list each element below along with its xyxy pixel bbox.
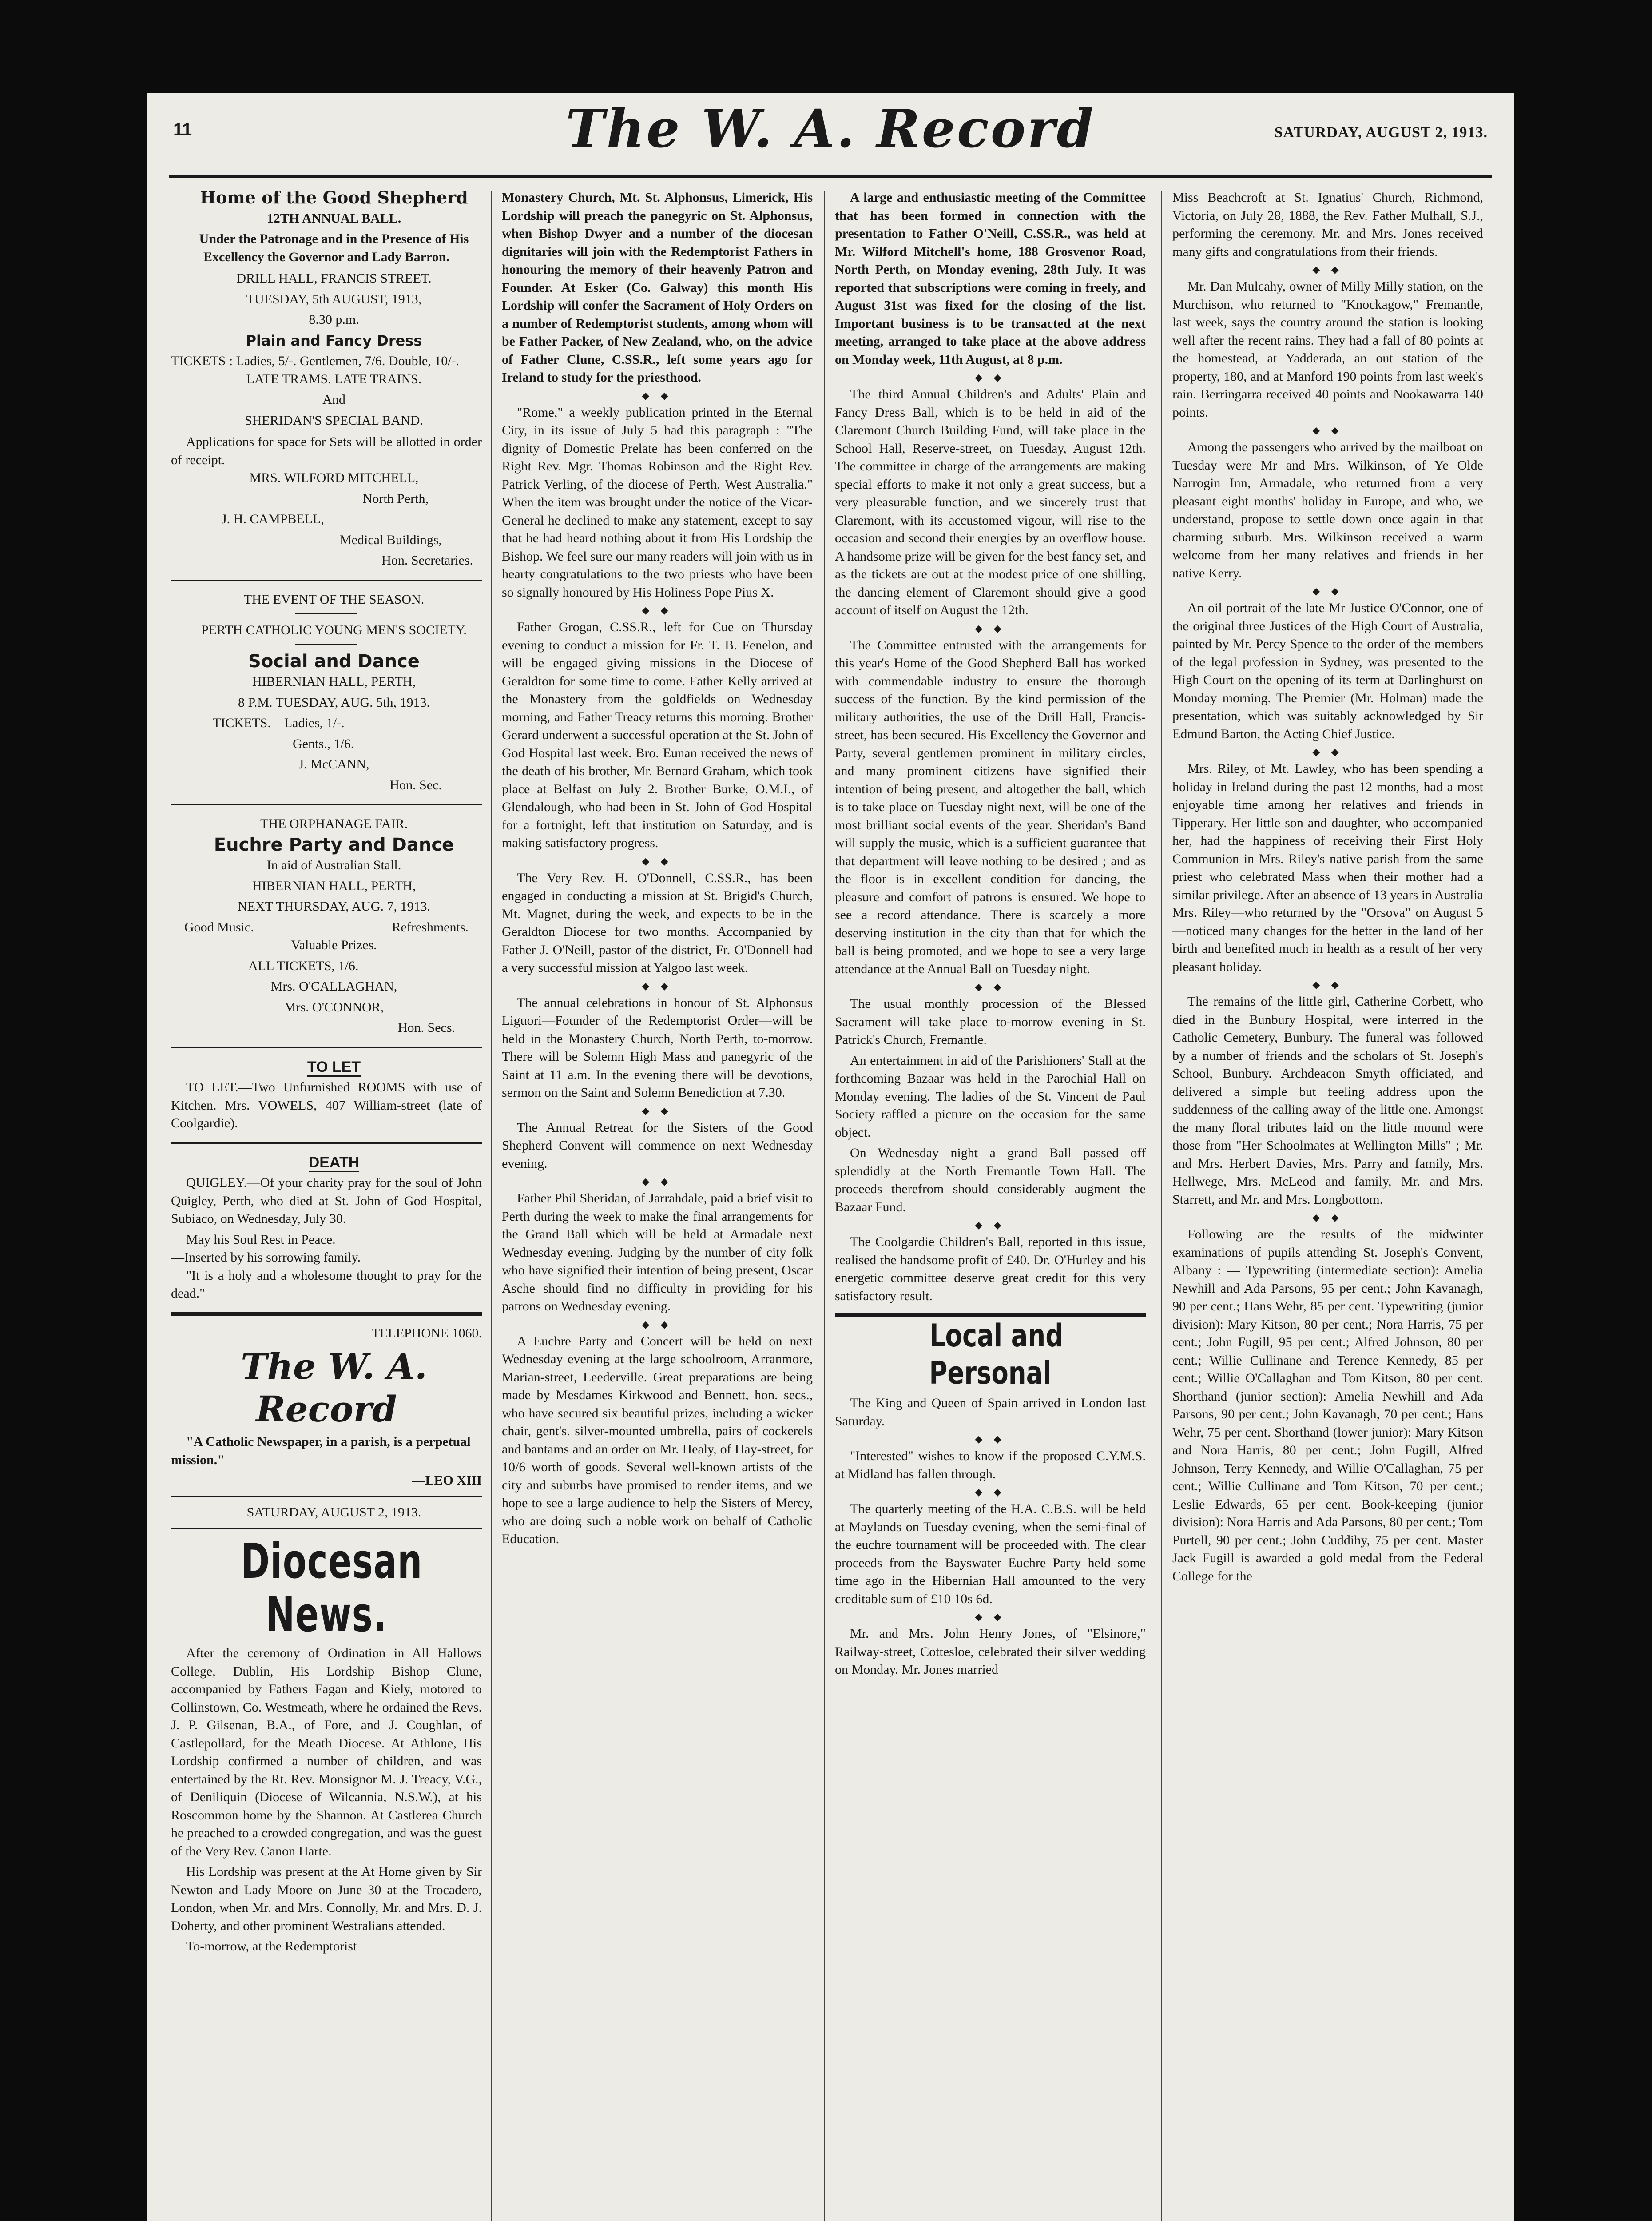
separator-ornament: [835, 1433, 1146, 1445]
separator-ornament: [835, 1611, 1146, 1623]
article-paragraph: "Rome," a weekly publication printed in the Eternal City, in its issue of July 5 had this paragraph : "The dignity of Domestic Prelate has been conferred on the Right Rev. Mgr. Thomas Robinson and the Right Rev. Patrick Verling, of the diocese of Perth, West Australia." When the item was brought under the notice of the Vicar-General he declined to make any statement, except to say that he had heard nothing about it from His Lordship the Bishop. We feel sure our many readers will join with us in hearty congratulations to the two priests who have been so signally honoured by His Holiness Pope Pius X.: [502, 405, 813, 600]
column-3: [835, 189, 1146, 2221]
article-paragraph: The usual monthly procession of the Blessed Sacrament will take place to-morrow evening in St. Patrick's Church, Fremantle.: [835, 996, 1146, 1047]
death-heading-text: DEATH: [309, 1154, 360, 1172]
article-paragraph: The Committee entrusted with the arrangements for this year's Home of the Good Shepherd Ball has worked with commendable industry to ensure the thorough success of the function. By the kind permission of the military authorities, the use of the Drill Hall, Francis-street, has been secured. His Excellency the Governor and Party, several gentlemen prominent in military circles, and many prominent citizens have signified their intention of being present, and altogether the ball, which is to take place on Tuesday night next, will be one of the most brilliant social events of the year. Sheridan's Band will supply the music, which is a sufficient guarantee that that department will leave nothing to be desired ; and as the floor is in excellent condition for dancing, the pleasure and comfort of patrons is ensured. We hope to see a record attendance. There is scarcely a more deserving institution in the city than that for which the ball is being promoted, and we hope to see a very large attendance at the Annual Ball on Tuesday night.: [835, 637, 1146, 976]
separator-ornament: [502, 1318, 813, 1331]
ad-and: And: [322, 392, 345, 407]
death-rest: May his Soul Rest in Peace.: [186, 1232, 336, 1247]
article-paragraph: The quarterly meeting of the H.A. C.B.S. will be held at Maylands on Tuesday evening, when the semi-final of the euchre tournament will be proceeded with. The clear proceeds from the Bayswater Euchre Party held some time ago in the Hibernian Hall amounted to the very creditable sum of £10 10s 6d.: [835, 1501, 1146, 1606]
article-paragraph: The King and Queen of Spain arrived in London last Saturday.: [835, 1396, 1146, 1429]
separator-ornament: [835, 622, 1146, 635]
page-number: 11: [173, 120, 192, 139]
article-paragraph: Mr. and Mrs. John Henry Jones, of "Elsinore," Railway-street, Cottesloe, celebrated their silver wedding on Monday. Mr. Jones married: [835, 1626, 1146, 1677]
masthead-title: The W. A. Record: [565, 98, 1096, 159]
ad-venue: HIBERNIAN HALL, PERTH,: [252, 878, 416, 893]
death-notice: QUIGLEY.—Of your charity pray for the soul of John Quigley, Perth, who died at St. John of God Hospital, Subiaco, on Wednesday, July 30.: [171, 1175, 482, 1226]
ad-signature-title: Hon. Sec.: [389, 777, 442, 792]
rule: [171, 1047, 482, 1048]
ad-music: Good Music.: [184, 919, 254, 935]
ad-tickets-gents: Gents., 1/6.: [293, 736, 354, 751]
ad-signature: Mrs. O'CALLAGHAN,: [270, 979, 397, 994]
separator-ornament: [1172, 746, 1483, 758]
column-2: [502, 189, 813, 2221]
ad-event: THE EVENT OF THE SEASON.: [243, 592, 425, 607]
separator-ornament: [835, 1219, 1146, 1231]
article-paragraph: An oil portrait of the late Mr Justice O'Connor, one of the original three Justices of the High Court of Australia, painted by Mr. Percy Spence to the order of the members of the legal profession in Sydney, was presented to the High Court on the opening of its term at Darlinghurst on Monday morning. The Premier (Mr. Holman) made the presentation, which was suitably acknowledged by Sir Edmund Barton, the Acting Chief Justice.: [1172, 601, 1483, 741]
ad-band: SHERIDAN'S SPECIAL BAND.: [245, 413, 423, 428]
ad-time: 8.30 p.m.: [309, 312, 359, 327]
ad-signature-place: Medical Buildings,: [340, 532, 442, 547]
article-paragraph: An entertainment in aid of the Parishioners' Stall at the forthcoming Bazaar was held in the Parochial Hall on Monday evening. The ladies of the St. Vincent de Paul Society raffled a picture on the occasion for the same object.: [835, 1053, 1146, 1140]
to-let-heading-text: TO LET: [307, 1059, 361, 1077]
ad-title: Social and Dance: [248, 651, 420, 672]
ad-dress: Plain and Fancy Dress: [246, 332, 422, 349]
separator-ornament: [835, 981, 1146, 993]
separator-ornament: [502, 390, 813, 402]
separator-ornament: [1172, 979, 1483, 991]
article-paragraph: The remains of the little girl, Catherine Corbett, who died in the Bunbury Hospital, were interred in the Catholic Cemetery, Bunbury. The funeral was followed by a number of friends and the scholars of St. Joseph's School, Bunbury. Archdeacon Smyth officiated, and delivered a simple but feeling address upon the suddenness of the calling away of the little one. Amongst the many floral tributes laid on the little mound were those from "Her Schoolmates at Wellington Mills" ; Mr. and Mrs. Herbert Davies, Mrs. Parry and family, Mrs. Hellwege, Mrs. McLeod and family, Mr. and Mrs. Starrett, and Mr. and Mrs. Longbottom.: [1172, 994, 1483, 1207]
article-paragraph: Father Phil Sheridan, of Jarrahdale, paid a brief visit to Perth during the week to make the final arrangements for the Grand Ball which will be held at Armadale next Wednesday evening. Judging by the number of city folk who have signified their intention of being present, Oscar Asche should find no difficulty in providing for his patrons on Wednesday evening.: [502, 1191, 813, 1313]
ad-orphanage-fair: [171, 815, 482, 1037]
ad-social-dance: [171, 591, 482, 795]
separator-ornament: [1172, 424, 1483, 437]
article-paragraph: After the ceremony of Ordination in All Hallows College, Dublin, His Lordship Bishop Clune, accompanied by Fathers Fagan and Kiely, motored to Collinstown, Co. Westmeath, where he ordained the Revs. J. P. Gilsenan, B.A., of Fore, and J. Coughlan, of Castlepollard, for the Meath Diocese. At Athlone, His Lordship confirmed a number of children, and was entertained by the Rt. Rev. Monsignor M. J. Treacy, V.G., of Deniliquin (Diocese of Wilcannia, N.S.W.), at his Roscommon home by the Shannon. At Castlerea Church he preached to a crowded congregation, and was the guest of the Very Rev. Canon Harte.: [171, 1646, 482, 1859]
separator-ornament: [502, 604, 813, 617]
rule: [295, 644, 357, 645]
ad-signature: J. McCANN,: [298, 757, 369, 772]
ad-venue: DRILL HALL, FRANCIS STREET.: [236, 271, 432, 286]
section-heading-diocesan-news: Diocesan News.: [241, 1534, 423, 1643]
ad-applications: Applications for space for Sets will be allotted in order of receipt.: [171, 434, 482, 467]
separator-ornament: [835, 371, 1146, 384]
ad-signature-title: Hon. Secs.: [397, 1020, 455, 1035]
article-paragraph: His Lordship was present at the At Home given by Sir Newton and Lady Moore on June 30 at the Trocadero, London, when Mr. and Mrs. Connolly, Mr. and Mrs. D. J. Doherty, and other prominent Westralians attended.: [171, 1864, 482, 1933]
separator-ornament: [502, 1105, 813, 1117]
separator-ornament: [502, 1175, 813, 1188]
separator-ornament: [502, 855, 813, 868]
ad-venue: HIBERNIAN HALL, PERTH,: [252, 674, 416, 689]
ad-title: Euchre Party and Dance: [214, 834, 454, 855]
column-1: [171, 189, 482, 2221]
ad-fair: THE ORPHANAGE FAIR.: [260, 816, 408, 831]
rule: [171, 1528, 482, 1529]
rule: [295, 613, 357, 614]
ad-society: PERTH CATHOLIC YOUNG MEN'S SOCIETY.: [201, 623, 467, 637]
article-paragraph: The Annual Retreat for the Sisters of the Good Shepherd Convent will commence on next Wednesday evening.: [502, 1120, 813, 1171]
column-divider: [824, 191, 825, 2221]
article-paragraph: On Wednesday night a grand Ball passed off splendidly at the North Fremantle Town Hall. The proceeds therefrom should considerably augment the Bazaar Fund.: [835, 1146, 1146, 1214]
article-paragraph: Monastery Church, Mt. St. Alphonsus, Limerick, His Lordship will preach the panegyric on St. Alphonsus, when Bishop Dwyer and a number of the diocesan dignitaries will join with the Redemptorist Fathers in honouring the memory of their heavenly Patron and Founder. At Esker (Co. Galway) this month His Lordship will confer the Sacrament of Holy Orders on a number of Redemptorist students, among whom will be Father Packer, of New Zealand, who, on the advice of Father Clune, C.SS.R., left some years ago for Ireland to study for the priesthood.: [502, 190, 813, 385]
ad-signature: Mrs. O'CONNOR,: [284, 999, 384, 1015]
ad-signature: J. H. CAMPBELL,: [222, 512, 324, 526]
article-paragraph: "Interested" wishes to know if the proposed C.Y.M.S. at Midland has fallen through.: [835, 1449, 1146, 1481]
ad-trams: LATE TRAMS. LATE TRAINS.: [246, 371, 422, 386]
article-paragraph: Mr. Dan Mulcahy, owner of Milly Milly station, on the Murchison, who returned to "Knockagow," Fremantle, last week, says the country around the station is looking well after the recent rains. They had a fall of 80 points at the homestead, at Yadderada, an out station of the property, 180, and at Manford 190 points from last week's rain. Berringarra received 40 points and Nookawarra 140 points.: [1172, 279, 1483, 420]
death-quote: "It is a holy and a wholesome thought to pray for the dead.": [171, 1268, 482, 1301]
article-paragraph: Miss Beachcroft at St. Ignatius' Church, Richmond, Victoria, on July 28, 1888, the Rev. Father Mulhall, S.J., performing the ceremony. Mr. and Mrs. Jones received many gifts and congratulations from their friends.: [1172, 190, 1483, 259]
ad-signature-place: North Perth,: [362, 491, 429, 506]
column-divider: [1161, 191, 1162, 2221]
masthead: [147, 93, 1514, 178]
article-paragraph: Among the passengers who arrived by the mailboat on Tuesday were Mr and Mrs. Wilkinson, of Ye Olde Narrogin Inn, Armadale, who returned from a very pleasant eight months' holiday in Europe, and who, we understand, propose to settle down once again in that charming suburb. Mrs. Wilkinson received a warm welcome from her many relatives and friends in her native Kerry.: [1172, 440, 1483, 581]
rule: [171, 1142, 482, 1144]
ad-title: Home of the Good Shepherd: [200, 189, 468, 207]
article-paragraph: Following are the results of the midwinter examinations of pupils attending St. Joseph's Convent, Albany : — Typewriting (intermediate section): Amelia Newhill and Ada Parsons, 95 per cent.; John Kavanagh, 90 per cent.; Hans Wehr, 85 per cent. Typewriting (junior division): Mary Kitson, 80 per cent.; Nora Harris, 75 per cent.; John Fugill, 95 per cent.; Alfred Johnson, 80 per cent.; Willie Cullinane and Terence Kennedy, 85 per cent.; Willie O'Callaghan and Tom Kitson, 80 per cent. Shorthand (junior section): Amelia Newhill and Ada Parsons, 90 per cent.; John Kavanagh, 70 per cent.; Hans Wehr, 75 per cent. Shorthand (lower junior): Mary Kitson and Nora Harris, 80 per cent.; John Fugill, Alfred Johnson, Terry Kennedy, and Willie O'Callaghan, 75 per cent.; Willie Cullinane and Tom Kitson, 70 per cent.; Leslie Edwards, 65 per cent. Book-keeping (junior division): Nora Harris and Ada Parsons, 80 per cent.; Tom Purtell, 90 per cent.; John Cuddihy, 75 per cent. Master Jack Fugill is awarded a gold medal from the Federal College for the: [1172, 1227, 1483, 1584]
article-paragraph: The annual celebrations in honour of St. Alphonsus Liguori—Founder of the Redemptorist Order—will be held in the Monastery Church, North Perth, to-morrow. There will be Solemn High Mass and panegyric of the Saint at 11 a.m. In the evening there will be devotions, sermon on the Saint and Solemn Benediction at 7.30.: [502, 995, 813, 1100]
section-heading-local-personal: Local and Personal: [929, 1317, 1064, 1391]
rule: [171, 1312, 482, 1316]
ad-good-shepherd-ball: [171, 189, 482, 570]
mini-masthead: The W. A. Record: [241, 1345, 427, 1430]
rule: [171, 804, 482, 805]
column-4: [1172, 189, 1483, 2221]
ad-signature-title: Hon. Secretaries.: [381, 553, 473, 568]
separator-ornament: [502, 980, 813, 992]
ad-aid: In aid of Australian Stall.: [266, 858, 401, 872]
article-paragraph: The third Annual Children's and Adults' Plain and Fancy Dress Ball, which is to be held in aid of the Claremont Church Building Fund, will take place in the School Hall, Reserve-street, on Tuesday, August 12th. The committee in charge of the arrangements are making special efforts to make it not only a great success, but a very pleasurable function, and we sincerely trust that Claremont, with its accustomed vigour, will rise to the occasion and second their energies by an overflow house. A handsome prize will be given for the best fancy set, and as the tickets are out at the modest price of one shilling, the dancing element of Claremont should give a good account of itself on August the 12th.: [835, 387, 1146, 617]
issue-date: SATURDAY, AUGUST 2, 1913.: [246, 1505, 421, 1520]
ad-signature: MRS. WILFORD MITCHELL,: [249, 470, 419, 485]
ad-subtitle: 12TH ANNUAL BALL.: [266, 211, 401, 226]
ad-refreshments: Refreshments.: [392, 919, 469, 935]
ad-date: 8 P.M. TUESDAY, AUG. 5th, 1913.: [238, 695, 430, 710]
motto: "A Catholic Newspaper, in a parish, is a perpetual mission.": [171, 1434, 471, 1467]
masthead-date: SATURDAY, AUGUST 2, 1913.: [1274, 124, 1488, 141]
motto-attribution: —LEO XIII: [412, 1473, 482, 1488]
separator-ornament: [835, 1486, 1146, 1498]
rule: [835, 1313, 1146, 1317]
column-divider: [491, 191, 492, 2221]
ad-patronage: Under the Patronage and in the Presence of His Excellency the Governor and Lady Barron.: [199, 231, 469, 264]
article-paragraph: Mrs. Riley, of Mt. Lawley, who has been spending a holiday in Ireland during the past 12 months, had a most enjoyable time among her relatives and friends in Tipperary. Her little son and daughter, who accompanied her, had the happiness of receiving their First Holy Communion in Mrs. Riley's native parish from the same priest who celebrated Mass when their mother had a similar privilege. After an absence of 13 years in Australia Mrs. Riley—who returned by the "Orsova" on August 5—noticed many changes for the better in the land of her birth and benefited much in health as a result of her very pleasant holiday.: [1172, 761, 1483, 974]
separator-ornament: [1172, 263, 1483, 276]
ad-tickets: TICKETS : Ladies, 5/-. Gentlemen, 7/6. Double, 10/-.: [171, 354, 460, 368]
article-paragraph: A large and enthusiastic meeting of the Committee that has been formed in connection with the presentation to Father O'Neill, C.SS.R., was held at Mr. Wilford Mitchell's home, 188 Grosvenor Road, North Perth, on Monday evening, 28th July. It was reported that subscriptions were coming in freely, and August 31st was fixed for the closing of the list. Important business is to be transacted at the next meeting, arranged to take place at the above address on Monday week, 11th August, at 8 p.m.: [835, 190, 1146, 367]
death-heading: [171, 1154, 482, 1172]
telephone: TELEPHONE 1060.: [371, 1325, 482, 1341]
rule: [171, 580, 482, 581]
article-paragraph: Father Grogan, C.SS.R., left for Cue on Thursday evening to conduct a mission for Fr. T. B. Fenelon, and will be engaged giving missions in the Diocese of Geraldton for some time to come. Father Kelly arrived at the Monastery from the goldfields on Wednesday morning, and Father Treacy returns this morning. Brother Gerard underwent a successful operation at the St. John of God Hospital last week. Bro. Eunan received the news of the death of his brother, Mr. Bernard Graham, which took place at Belfast on July 2. Brother Burke, O.M.I., of Glendalough, who had been in St. John of God Hospital for a fortnight, left that institution on Saturday, and is making satisfactory progress.: [502, 620, 813, 850]
separator-ornament: [1172, 1211, 1483, 1224]
ad-prizes: Valuable Prizes.: [291, 938, 377, 952]
article-paragraph: The Very Rev. H. O'Donnell, C.SS.R., has been engaged in conducting a mission at St. Brigid's Church, Mt. Magnet, during the week, and expects to be in the Geraldton Diocese for two months. Accompanied by Father J. O'Neill, pastor of the district, Fr. O'Donnell had a very successful mission at Yalgoo last week.: [502, 870, 813, 975]
to-let-heading: [171, 1058, 482, 1076]
ad-tickets: ALL TICKETS, 1/6.: [248, 958, 359, 973]
masthead-rule: [169, 175, 1492, 178]
article-paragraph: To-morrow, at the Redemptorist: [186, 1939, 357, 1954]
rule: [171, 1496, 482, 1497]
ad-tickets: TICKETS.—Ladies, 1/-.: [213, 716, 345, 730]
separator-ornament: [1172, 585, 1483, 597]
ad-date: NEXT THURSDAY, AUG. 7, 1913.: [238, 899, 430, 914]
article-paragraph: A Euchre Party and Concert will be held on next Wednesday evening at the large schoolroom, Arranmore, Marian-street, Leederville. Great preparations are being made by Mesdames Kirkwood and Bennett, hon. secs., who have secured six beautiful prizes, including a wicker chair, gent's. silver-mounted umbrella, pairs of cockerels and bantams and an order on Mr. Healy, of Hay-street, for 10/6 worth of goods. Several well-known artists of the city and suburbs have promised to render items, and we hope to see a large audience to help the Sisters of Mercy, who are doing such a noble work on behalf of Catholic Education.: [502, 1333, 813, 1546]
to-let-text: TO LET.—Two Unfurnished ROOMS with use of Kitchen. Mrs. VOWELS, 407 William-street (late of Coolgardie).: [171, 1080, 482, 1130]
newspaper-page: [147, 93, 1514, 2221]
death-inserted: —Inserted by his sorrowing family.: [171, 1250, 361, 1265]
article-paragraph: The Coolgardie Children's Ball, reported in this issue, realised the handsome profit of £40. Dr. O'Hurley and his energetic committee deserve great credit for this very satisfactory result.: [835, 1234, 1146, 1303]
ad-date: TUESDAY, 5th AUGUST, 1913,: [246, 291, 422, 306]
ad-row: [171, 919, 482, 937]
